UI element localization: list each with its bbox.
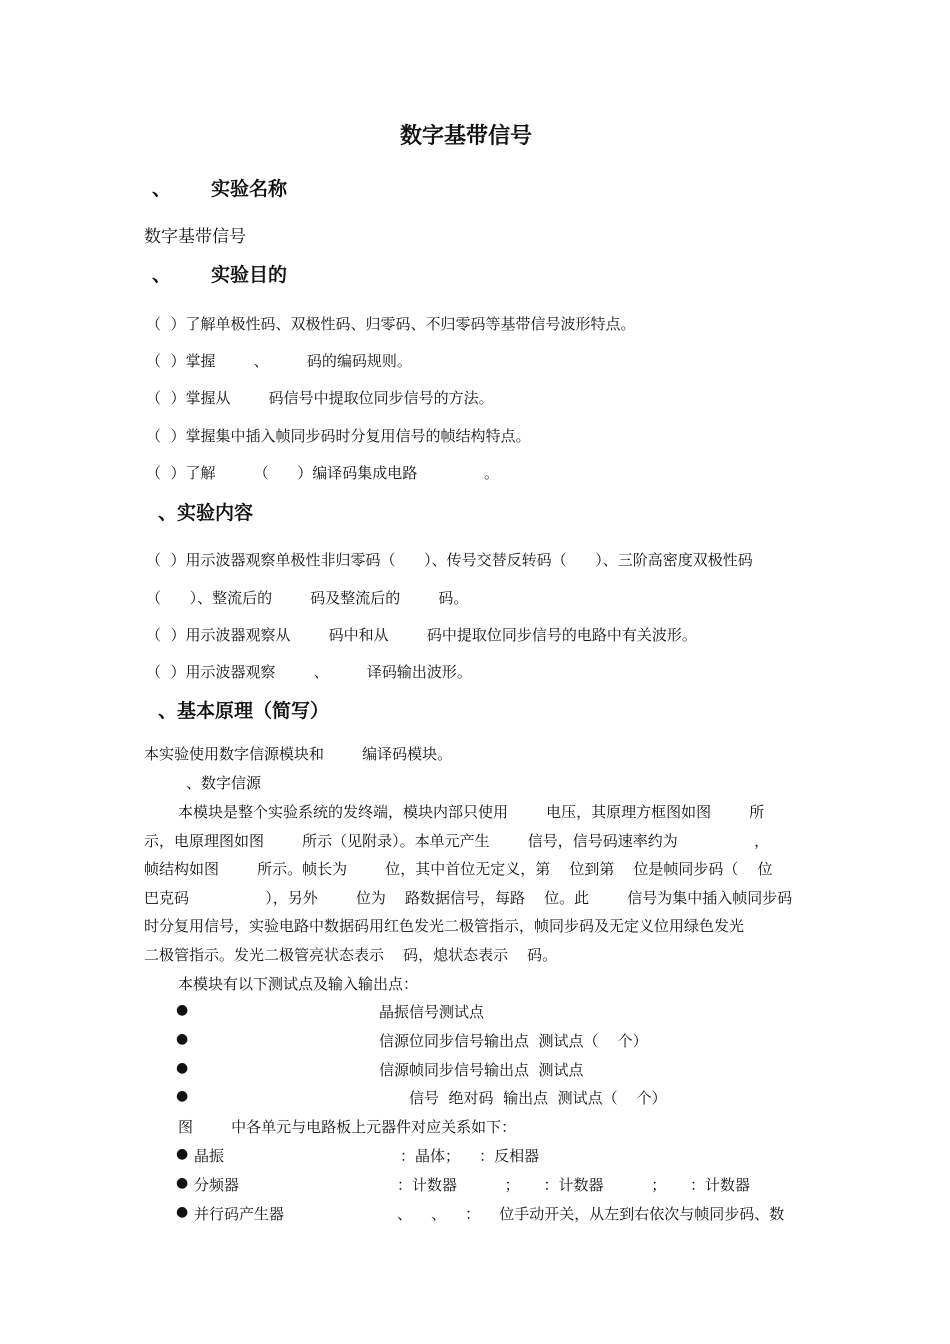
content-item-2: （ ）用示波器观察从 码中和从 码中提取位同步信号的电路中有关波形。 — [146, 626, 697, 644]
principle-para-line-1: 本模块是整个实验系统的发终端，模块内部只使用 电压，其原理方框图如图 所 — [178, 803, 765, 821]
purpose-item-5: （ ）了解 （ ）编译码集成电路 。 — [146, 464, 500, 482]
bullet-icon: ● — [176, 1002, 189, 1018]
purpose-item-3: （ ）掌握从 码信号中提取位同步信号的方法。 — [146, 389, 494, 407]
map-item-2-name: 分频器 — [194, 1176, 240, 1194]
bullet-icon: ● — [176, 1204, 189, 1220]
principle-subheading: 、数字信源 — [186, 774, 262, 792]
map-item-3-detail: 、 、 ： 位手动开关，从左到右依次与帧同步码、数 — [397, 1205, 785, 1223]
map-item-3-name: 并行码产生器 — [194, 1205, 285, 1223]
testpoints-intro: 本模块有以下测试点及输入输出点： — [178, 975, 419, 993]
testpoint-item-4: 信号 绝对码 输出点 测试点（ 个） — [409, 1089, 667, 1107]
principle-para-line-2: 示，电原理图如图 所示（见附录）。本单元产生 信号，信号码速率约为 ， — [144, 832, 770, 850]
section-4-heading: 、基本原理（简写） — [158, 700, 330, 722]
bullet-icon: ● — [176, 1175, 189, 1191]
bullet-icon: ● — [176, 1060, 189, 1076]
section-2-heading: 实验目的 — [211, 264, 288, 286]
section-1-heading: 实验名称 — [211, 178, 288, 200]
content-item-1-cont: （ ）、整流后的 码及整流后的 码。 — [146, 589, 469, 607]
purpose-item-1: （ ）了解单极性码、双极性码、归零码、不归零码等基带信号波形特点。 — [146, 315, 636, 333]
map-intro: 图 中各单元与电路板上元器件对应关系如下： — [178, 1118, 517, 1136]
principle-para-line-5: 时分复用信号，实验电路中数据码用红色发光二极管指示，帧同步码及无定义位用绿色发光 — [144, 917, 745, 935]
section-1-body: 数字基带信号 — [144, 227, 246, 247]
content-item-1: （ ）用示波器观察单极性非归零码（ ）、传号交替反转码（ ）、三阶高密度双极性码 — [146, 551, 753, 569]
principle-intro: 本实验使用数字信源模块和 编译码模块。 — [144, 745, 453, 763]
bullet-icon: ● — [176, 1146, 189, 1162]
bullet-icon: ● — [176, 1031, 189, 1047]
map-item-1-name: 晶振 — [194, 1147, 225, 1165]
section-1-mark: 、 — [152, 178, 172, 200]
section-2-mark: 、 — [152, 264, 172, 286]
principle-para-line-4: 巴克码 ），另外 位为 路数据信号，每路 位。此 信号为集中插入帧同步码 — [144, 889, 793, 907]
page-title: 数字基带信号 — [400, 124, 533, 149]
purpose-item-2: （ ）掌握 、 码的编码规则。 — [146, 352, 412, 370]
testpoint-item-2: 信源位同步信号输出点 测试点（ 个） — [379, 1032, 648, 1050]
principle-para-line-3: 帧结构如图 所示。帧长为 位，其中首位无定义，第 位到第 位是帧同步码（ 位 — [144, 860, 773, 878]
testpoint-item-1: 晶振信号测试点 — [379, 1003, 485, 1021]
map-item-1-detail: ：晶体； ：反相器 — [400, 1147, 540, 1165]
principle-para-line-6: 二极管指示。发光二极管亮状态表示 码，熄状态表示 码。 — [144, 946, 558, 964]
section-3-heading: 、实验内容 — [158, 502, 254, 524]
content-item-3: （ ）用示波器观察 、 译码输出波形。 — [146, 663, 472, 681]
map-item-2-detail: ：计数器 ； ：计数器 ； ：计数器 — [397, 1176, 751, 1194]
purpose-item-4: （ ）掌握集中插入帧同步码时分复用信号的帧结构特点。 — [146, 427, 531, 445]
bullet-icon: ● — [176, 1088, 189, 1104]
testpoint-item-3: 信源帧同步信号输出点 测试点 — [379, 1061, 584, 1079]
